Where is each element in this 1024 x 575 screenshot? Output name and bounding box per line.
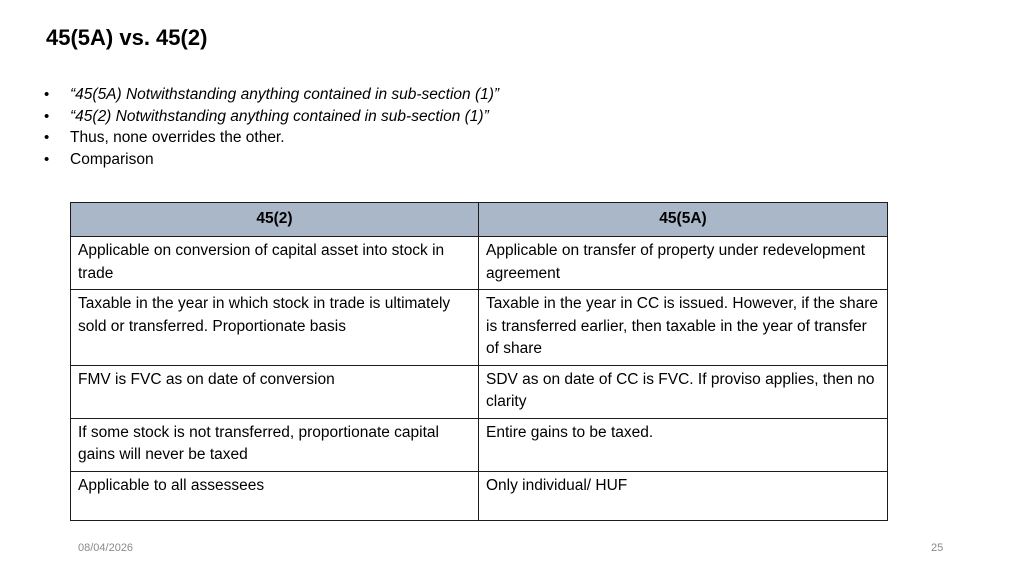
table-cell: Taxable in the year in which stock in trade is ultimately sold or transferred. Proportionate basis [71, 290, 479, 366]
table-cell: Taxable in the year in CC is issued. However, if the share is transferred earlier, then taxable in the year of transfer of share [479, 290, 888, 366]
table-row [71, 365, 888, 418]
table-row [71, 418, 888, 471]
comparison-table [70, 202, 888, 521]
bullet-item [44, 84, 499, 106]
table-header-row [71, 203, 888, 237]
bullet-text: Comparison [70, 151, 154, 169]
bullet-marker: • [44, 129, 50, 147]
table-cell: Applicable on conversion of capital asset into stock in trade [71, 237, 479, 290]
table-cell: Applicable on transfer of property under redevelopment agreement [479, 237, 888, 290]
bullet-list [44, 84, 499, 171]
table-cell: Entire gains to be taxed. [479, 418, 888, 471]
table-row [71, 290, 888, 366]
bullet-item [44, 149, 499, 171]
column-header-45-5a: 45(5A) [479, 203, 888, 237]
slide-title: 45(5A) vs. 45(2) [46, 25, 208, 50]
bullet-item [44, 127, 499, 149]
table-cell: Only individual/ HUF [479, 471, 888, 520]
table-cell: Applicable to all assessees [71, 471, 479, 520]
column-header-45-2: 45(2) [71, 203, 479, 237]
bullet-text: “45(5A) Notwithstanding anything contained in sub-section (1)” [70, 86, 500, 103]
bullet-marker: • [44, 86, 50, 103]
table-row [71, 237, 888, 290]
table-cell: FMV is FVC as on date of conversion [71, 365, 479, 418]
bullet-text: Thus, none overrides the other. [70, 129, 285, 147]
table-row [71, 471, 888, 520]
bullet-text: “45(2) Notwithstanding anything contained in sub-section (1)” [70, 107, 489, 125]
bullet-marker: • [44, 151, 50, 169]
bullet-item [44, 106, 499, 128]
table-cell: SDV as on date of CC is FVC. If proviso applies, then no clarity [479, 365, 888, 418]
table-cell: If some stock is not transferred, proportionate capital gains will never be taxed [71, 418, 479, 471]
bullet-marker: • [44, 107, 50, 125]
slide-number: 25 [931, 542, 944, 554]
footer-date: 08/04/2026 [78, 542, 134, 554]
